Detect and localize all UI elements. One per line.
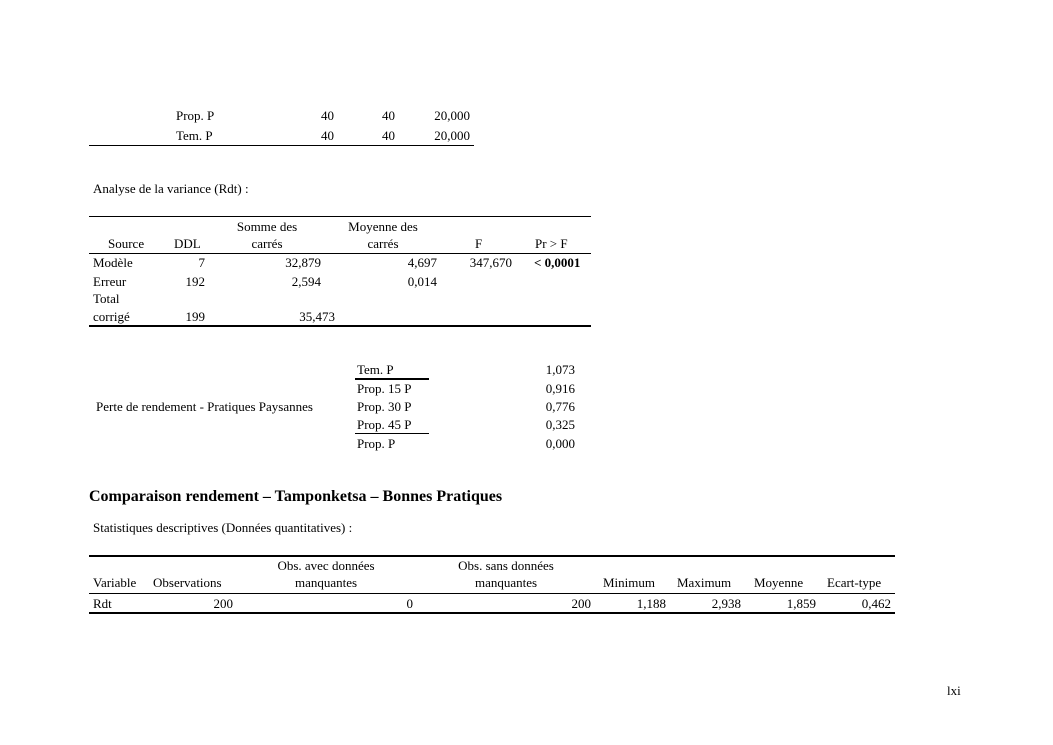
- header-maximum: Maximum: [677, 575, 732, 590]
- header-obs-sans: manquantes: [474, 575, 538, 590]
- group-line: [355, 433, 429, 434]
- header-obs-sans: Obs. sans données: [458, 558, 554, 573]
- row-minimum: 1,188: [636, 596, 666, 611]
- header-obs-avec: Obs. avec données: [277, 558, 375, 573]
- perte-item-name: Tem. P: [357, 362, 394, 377]
- row-moyenne: 4,697: [407, 255, 437, 270]
- top-row-label: Prop. P: [176, 108, 215, 123]
- row-maximum: 2,938: [711, 596, 741, 611]
- header-pr: Pr > F: [535, 236, 568, 251]
- perte-item-name: Prop. 45 P: [357, 417, 412, 432]
- row-source: Total: [93, 291, 120, 306]
- stats-title: Statistiques descriptives (Données quantitatives) :: [93, 520, 353, 535]
- row-source: Modèle: [93, 255, 133, 270]
- header-somme: Somme des: [236, 219, 298, 234]
- top-row-value: 20,000: [434, 128, 470, 143]
- header-minimum: Minimum: [603, 575, 656, 590]
- row-ddl: 199: [185, 309, 205, 324]
- header-ddl: DDL: [174, 236, 201, 251]
- row-moyenne: 0,014: [407, 274, 437, 289]
- page-number: lxi: [947, 683, 961, 698]
- top-row-value: 40: [382, 108, 395, 123]
- row-moyenne: 1,859: [786, 596, 816, 611]
- perte-item-value: 1,073: [545, 362, 575, 377]
- row-variable: Rdt: [93, 596, 112, 611]
- row-somme: 2,594: [291, 274, 321, 289]
- row-somme: 32,879: [285, 255, 321, 270]
- group-line: [355, 378, 429, 380]
- perte-item-value: 0,325: [545, 417, 575, 432]
- perte-item-value: 0,916: [545, 381, 575, 396]
- row-somme: 35,473: [299, 309, 335, 324]
- header-obs-avec: manquantes: [294, 575, 358, 590]
- table-rule: [89, 555, 895, 557]
- header-moyenne: Moyenne: [754, 575, 804, 590]
- header-moyenne: carrés: [367, 236, 399, 251]
- table-rule: [89, 325, 591, 327]
- header-source: Source: [108, 236, 145, 251]
- row-ddl: 7: [198, 255, 205, 270]
- perte-item-name: Prop. 30 P: [357, 399, 412, 414]
- header-moyenne: Moyenne des: [348, 219, 418, 234]
- header-somme: carrés: [251, 236, 283, 251]
- row-obs-sans: 200: [571, 596, 591, 611]
- perte-item-name: Prop. P: [357, 436, 396, 451]
- top-row-label: Tem. P: [176, 128, 213, 143]
- table-rule: [89, 612, 895, 614]
- top-row-value: 20,000: [434, 108, 470, 123]
- perte-item-value: 0,776: [545, 399, 575, 414]
- table-rule: [89, 593, 895, 594]
- row-ecart: 0,462: [861, 596, 891, 611]
- top-row-value: 40: [321, 108, 334, 123]
- anova-title: Analyse de la variance (Rdt) :: [93, 181, 249, 196]
- row-obs-avec: 0: [406, 596, 413, 611]
- top-row-value: 40: [382, 128, 395, 143]
- perte-item-value: 0,000: [545, 436, 575, 451]
- header-observations: Observations: [153, 575, 222, 590]
- table-rule: [89, 253, 591, 254]
- perte-item-name: Prop. 15 P: [357, 381, 412, 396]
- perte-label: Perte de rendement - Pratiques Paysannes: [96, 399, 313, 414]
- table-rule: [89, 216, 591, 217]
- row-f: 347,670: [469, 255, 512, 270]
- table-rule: [89, 145, 474, 146]
- row-pr: < 0,0001: [534, 255, 581, 270]
- header-ecart: Ecart-type: [827, 575, 882, 590]
- section-heading: Comparaison rendement – Tamponketsa – Bonnes Pratiques: [89, 488, 503, 505]
- header-f: F: [475, 236, 483, 251]
- row-source: corrigé: [93, 309, 130, 324]
- row-observations: 200: [213, 596, 233, 611]
- row-source: Erreur: [93, 274, 127, 289]
- top-row-value: 40: [321, 128, 334, 143]
- row-ddl: 192: [185, 274, 205, 289]
- header-variable: Variable: [93, 575, 137, 590]
